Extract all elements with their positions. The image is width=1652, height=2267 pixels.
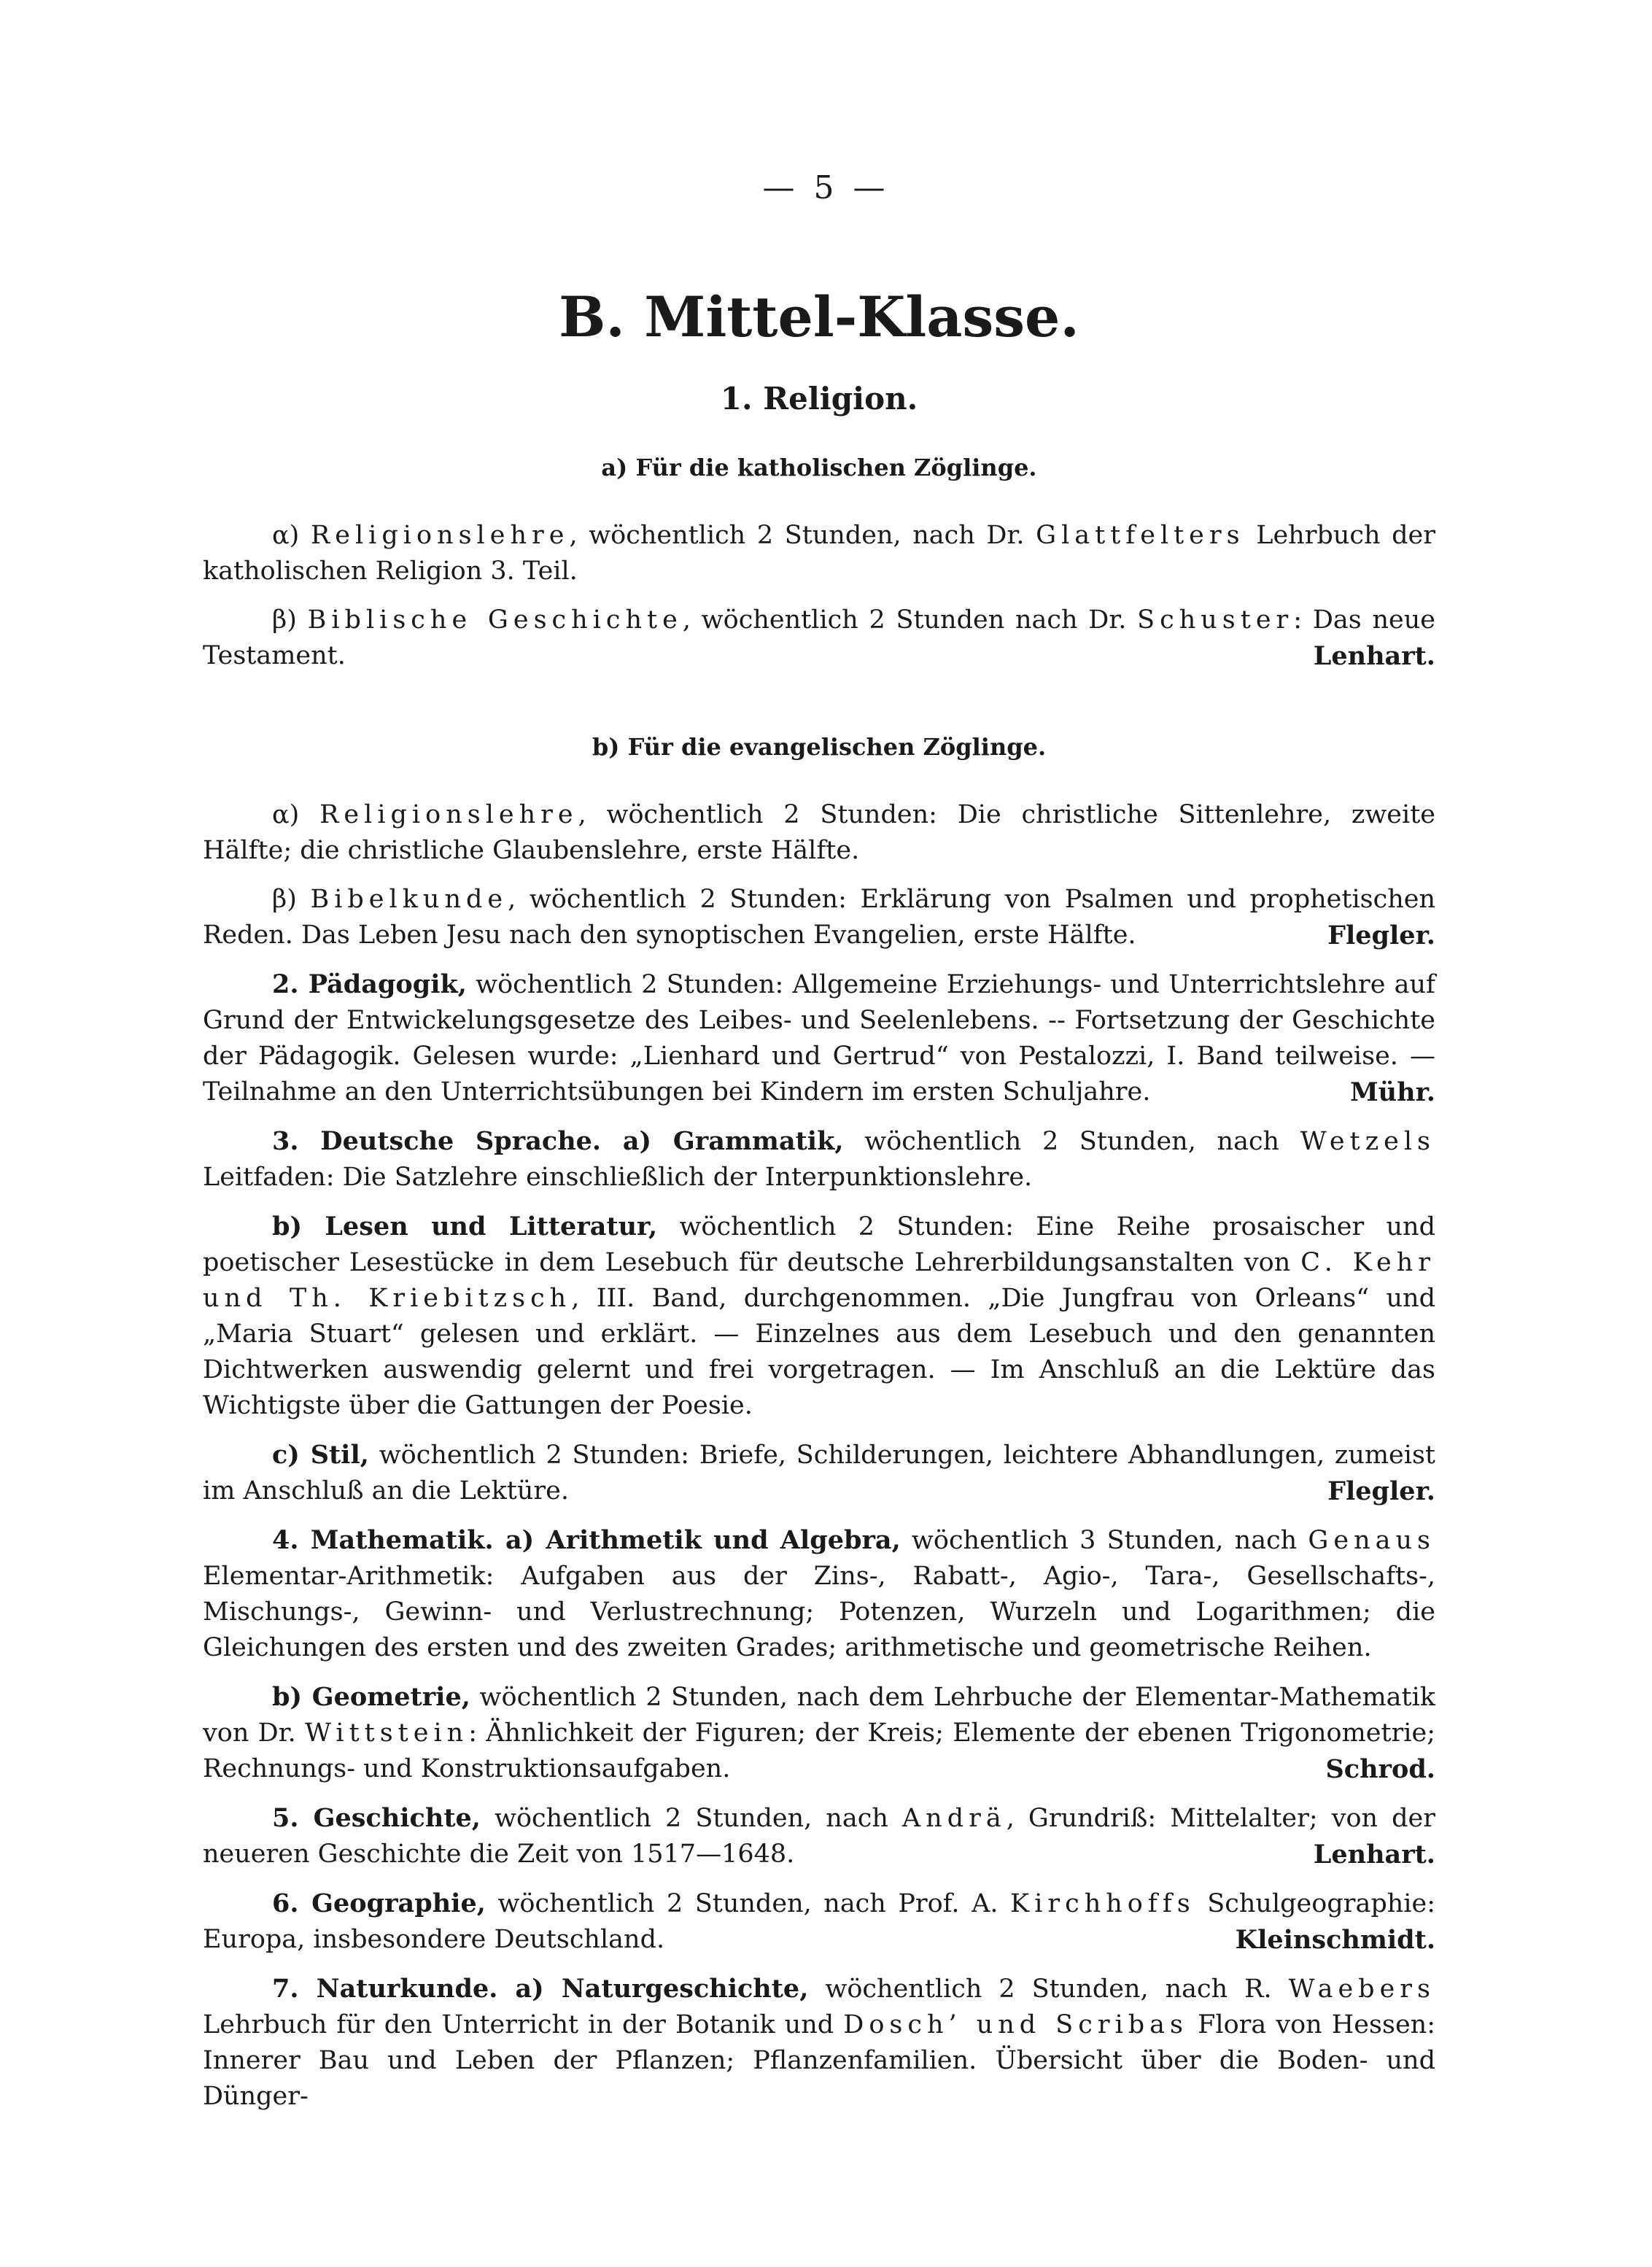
author: Andrä	[901, 1804, 1007, 1833]
marker: β)	[272, 885, 297, 914]
text: wöchentlich 2 Stunden, nach Prof. A.	[485, 1889, 1011, 1918]
author: Waebers	[1288, 1975, 1435, 2004]
part-label: b) Lesen und Litteratur,	[272, 1212, 658, 1241]
author: Dosch’ und Scribas	[843, 2010, 1189, 2039]
author: Schuster	[1137, 605, 1294, 635]
page-number: — 5 —	[762, 169, 890, 206]
text: Lehrbuch der katholischen Religion 3. Teil.	[203, 521, 1435, 586]
teacher-name: Schrod.	[1325, 1754, 1435, 1784]
text: wöchentlich 2 Stunden, nach	[843, 1127, 1300, 1156]
term: Bibelkunde	[310, 885, 508, 914]
author: Glattfelters	[1036, 521, 1245, 550]
text: , wöchentlich 2 Stunden, nach Dr.	[569, 521, 1036, 550]
text: Leitfaden: Die Satzlehre einschließlich der Interpunktionslehre.	[203, 1163, 1033, 1192]
author: Genaus	[1308, 1526, 1435, 1555]
author: C. Kehr und Th. Kriebitzsch	[203, 1248, 1435, 1313]
page-content	[203, 284, 1435, 2128]
text: wöchentlich 2 Stunden: Eine Reihe prosaischer und poetischer Lesestücke in dem Lesebuch für deutsche Lehrerbildungsanstalten von	[203, 1212, 1435, 1277]
catholic-beta-paragraph	[203, 602, 1435, 674]
protestant-heading: b) Für die evangelischen Zöglinge.	[592, 733, 1047, 761]
subject-title: 3. Deutsche Sprache.	[272, 1126, 602, 1156]
teacher-name: Lenhart.	[1313, 641, 1435, 671]
subject-title: 4. Mathematik.	[272, 1525, 494, 1555]
religion-heading: 1. Religion.	[720, 381, 918, 416]
subject-title: 5. Geschichte,	[272, 1803, 481, 1833]
author: Wittstein	[305, 1718, 469, 1748]
text: Elementar-Arithmetik: Aufgaben aus der Zins-, Rabatt-, Agio-, Tara-, Gesellschafts-, Mischungs-, Gewinn- und Verlustrechnung; Potenzen, Wurzeln und Logarithmen; die Gleichungen des ersten und des zweiten Grades; arithmetische und geometrische Reihen.	[203, 1562, 1435, 1662]
term: Religionslehre	[319, 800, 578, 829]
author: Kirchhoffs	[1010, 1889, 1195, 1918]
catholic-alpha-paragraph	[203, 518, 1435, 589]
subject-title: 6. Geographie,	[272, 1888, 486, 1918]
text: Flora von Hessen: Innerer Bau und Leben der Pflanzen; Pflanzenfamilien. Übersicht über die Boden- und Dünger-	[203, 2010, 1435, 2111]
naturkunde-paragraph	[203, 1971, 1435, 2115]
text: , Grundriß: Mittelalter; von der neueren Geschichte die Zeit von 1517—1648.	[203, 1804, 1435, 1869]
geschichte-paragraph	[203, 1800, 1435, 1872]
section-title: B. Mittel-Klasse.	[559, 284, 1079, 349]
text: : Ähnlichkeit der Figuren; der Kreis; Elemente der ebenen Trigonometrie; Rechnungs- und Konstruktionsaufgaben.	[203, 1718, 1435, 1783]
text: wöchentlich 2 Stunden: Allgemeine Erziehungs- und Unterrichtslehre auf Grund der Entwickelungsgesetze des Leibes- und Seelenlebens. -- Fortsetzung der Geschichte der Pädagogik. Gelesen wurde: „Lienhard und Gertrud“ von Pestalozzi, I. Band teilweise. — Teilnahme an den Unterrichtsübungen bei Kindern im ersten Schuljahre.	[203, 970, 1435, 1107]
mathematik-b-paragraph	[203, 1679, 1435, 1787]
paedagogik-paragraph	[203, 966, 1435, 1110]
part-label: c) Stil,	[272, 1440, 369, 1470]
catholic-heading: a) Für die katholischen Zöglinge.	[601, 454, 1037, 481]
text: Lehrbuch für den Unterricht in der Botanik und	[203, 2010, 844, 2039]
spacer	[203, 687, 1435, 729]
teacher-name: Flegler.	[1327, 921, 1435, 950]
teacher-name: Lenhart.	[1313, 1840, 1435, 1869]
text: , wöchentlich 2 Stunden nach Dr.	[682, 605, 1138, 635]
teacher-name: Flegler.	[1327, 1476, 1435, 1506]
geographie-paragraph	[203, 1886, 1435, 1958]
text: wöchentlich 3 Stunden, nach	[900, 1526, 1308, 1555]
text: wöchentlich 2 Stunden, nach	[480, 1804, 902, 1833]
teacher-name: Kleinschmidt.	[1235, 1925, 1435, 1955]
term: Biblische Geschichte	[307, 605, 683, 635]
text: wöchentlich 2 Stunden: Briefe, Schilderungen, leichtere Abhandlungen, zumeist im Anschluß an die Lektüre.	[203, 1441, 1435, 1505]
mathematik-a-paragraph	[203, 1522, 1435, 1666]
text: : Das neue Testament.	[203, 605, 1435, 670]
part-label: a) Arithmetik und Algebra,	[493, 1525, 901, 1555]
part-label: a) Grammatik,	[601, 1126, 844, 1156]
subject-title: 7. Naturkunde.	[272, 1974, 498, 2004]
marker: β)	[272, 605, 297, 635]
deutsch-b-paragraph	[203, 1209, 1435, 1424]
text: , III. Band, durchgenommen. „Die Jungfrau von Orleans“ und „Maria Stuart“ gelesen und erklärt. — Einzelnes aus dem Lesebuch und den genannten Dichtwerken auswendig gelernt und frei vorgetragen. — Im Anschluß an die Lektüre das Wichtigste über die Gattungen der Poesie.	[203, 1284, 1435, 1420]
text: Schulgeographie: Europa, insbesondere Deutschland.	[203, 1889, 1435, 1954]
part-label: a) Naturgeschichte,	[497, 1974, 809, 2004]
protestant-beta-paragraph	[203, 882, 1435, 953]
text: , wöchentlich 2 Stunden: Die christliche Sittenlehre, zweite Hälfte; die christliche Glaubenslehre, erste Hälfte.	[203, 800, 1435, 865]
term: Religionslehre	[310, 521, 570, 550]
marker: α)	[272, 800, 300, 829]
deutsch-c-paragraph	[203, 1437, 1435, 1509]
protestant-alpha-paragraph	[203, 797, 1435, 869]
marker: α)	[272, 521, 300, 550]
text: wöchentlich 2 Stunden, nach dem Lehrbuche der Elementar-Mathematik von Dr.	[203, 1683, 1435, 1748]
text: wöchentlich 2 Stunden, nach R.	[808, 1975, 1289, 2004]
part-label: b) Geometrie,	[272, 1682, 470, 1712]
subject-title: 2. Pädagogik,	[272, 969, 467, 999]
text: , wöchentlich 2 Stunden: Erklärung von Psalmen und prophetischen Reden. Das Leben Jesu nach den synoptischen Evangelien, erste Hälfte.	[203, 885, 1435, 950]
teacher-name: Mühr.	[1349, 1077, 1435, 1107]
author: Wetzels	[1300, 1127, 1436, 1156]
deutsch-a-paragraph	[203, 1123, 1435, 1195]
